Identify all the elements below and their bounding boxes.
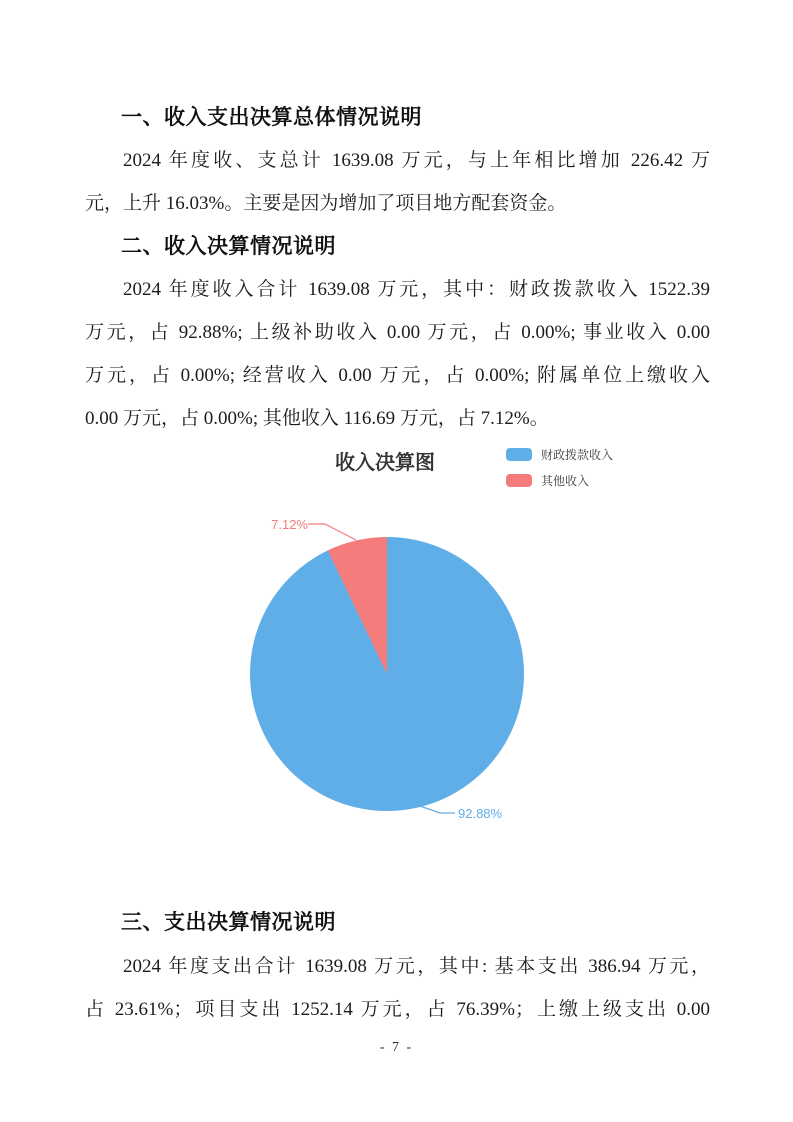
text-line: 2024 年度收入合计 1639.08 万元，其中：财政拨款收入 1522.39 bbox=[123, 279, 710, 300]
section-3-paragraph bbox=[85, 945, 710, 1031]
chart-title: 收入决算图 bbox=[335, 452, 435, 474]
section-3-heading: 三、支出决算情况说明 bbox=[121, 911, 336, 934]
leader-lines bbox=[200, 440, 630, 870]
text-line: 万元，占 0.00%; 经营收入 0.00 万元，占 0.00%; 附属单位上缴收入 bbox=[85, 365, 710, 386]
page-number: - 7 - bbox=[379, 1040, 414, 1055]
section-1-heading: 一、收入支出决算总体情况说明 bbox=[121, 106, 422, 129]
leader-line-other bbox=[308, 524, 356, 540]
legend-label-fiscal: 财政拨款收入 bbox=[541, 448, 614, 462]
text-line: 占 23.61%；项目支出 1252.14 万元，占 76.39%；上缴上级支出 0.00 bbox=[85, 999, 710, 1020]
text-line: 元，上升 16.03%。主要是因为增加了项目地方配套资金。 bbox=[85, 193, 567, 214]
section-1-paragraph bbox=[85, 139, 710, 225]
text-line: 万元，占 92.88%; 上级补助收入 0.00 万元，占 0.00%; 事业收入 0.00 bbox=[85, 322, 710, 343]
section-2-heading: 二、收入决算情况说明 bbox=[121, 235, 336, 258]
pie-label-fiscal: 92.88% bbox=[458, 806, 503, 821]
text-line: 2024 年度收、支总计 1639.08 万元，与上年相比增加 226.42 万 bbox=[123, 150, 710, 171]
pie-label-other: 7.12% bbox=[271, 517, 308, 532]
section-2-paragraph bbox=[85, 268, 710, 440]
leader-line-fiscal bbox=[417, 805, 455, 813]
text-line: 0.00 万元，占 0.00%; 其他收入 116.69 万元，占 7.12%。 bbox=[85, 408, 549, 429]
legend-label-other: 其他收入 bbox=[541, 474, 590, 488]
text-line: 2024 年度支出合计 1639.08 万元，其中: 基本支出 386.94 万元， bbox=[123, 956, 710, 977]
income-pie-chart bbox=[200, 440, 630, 870]
